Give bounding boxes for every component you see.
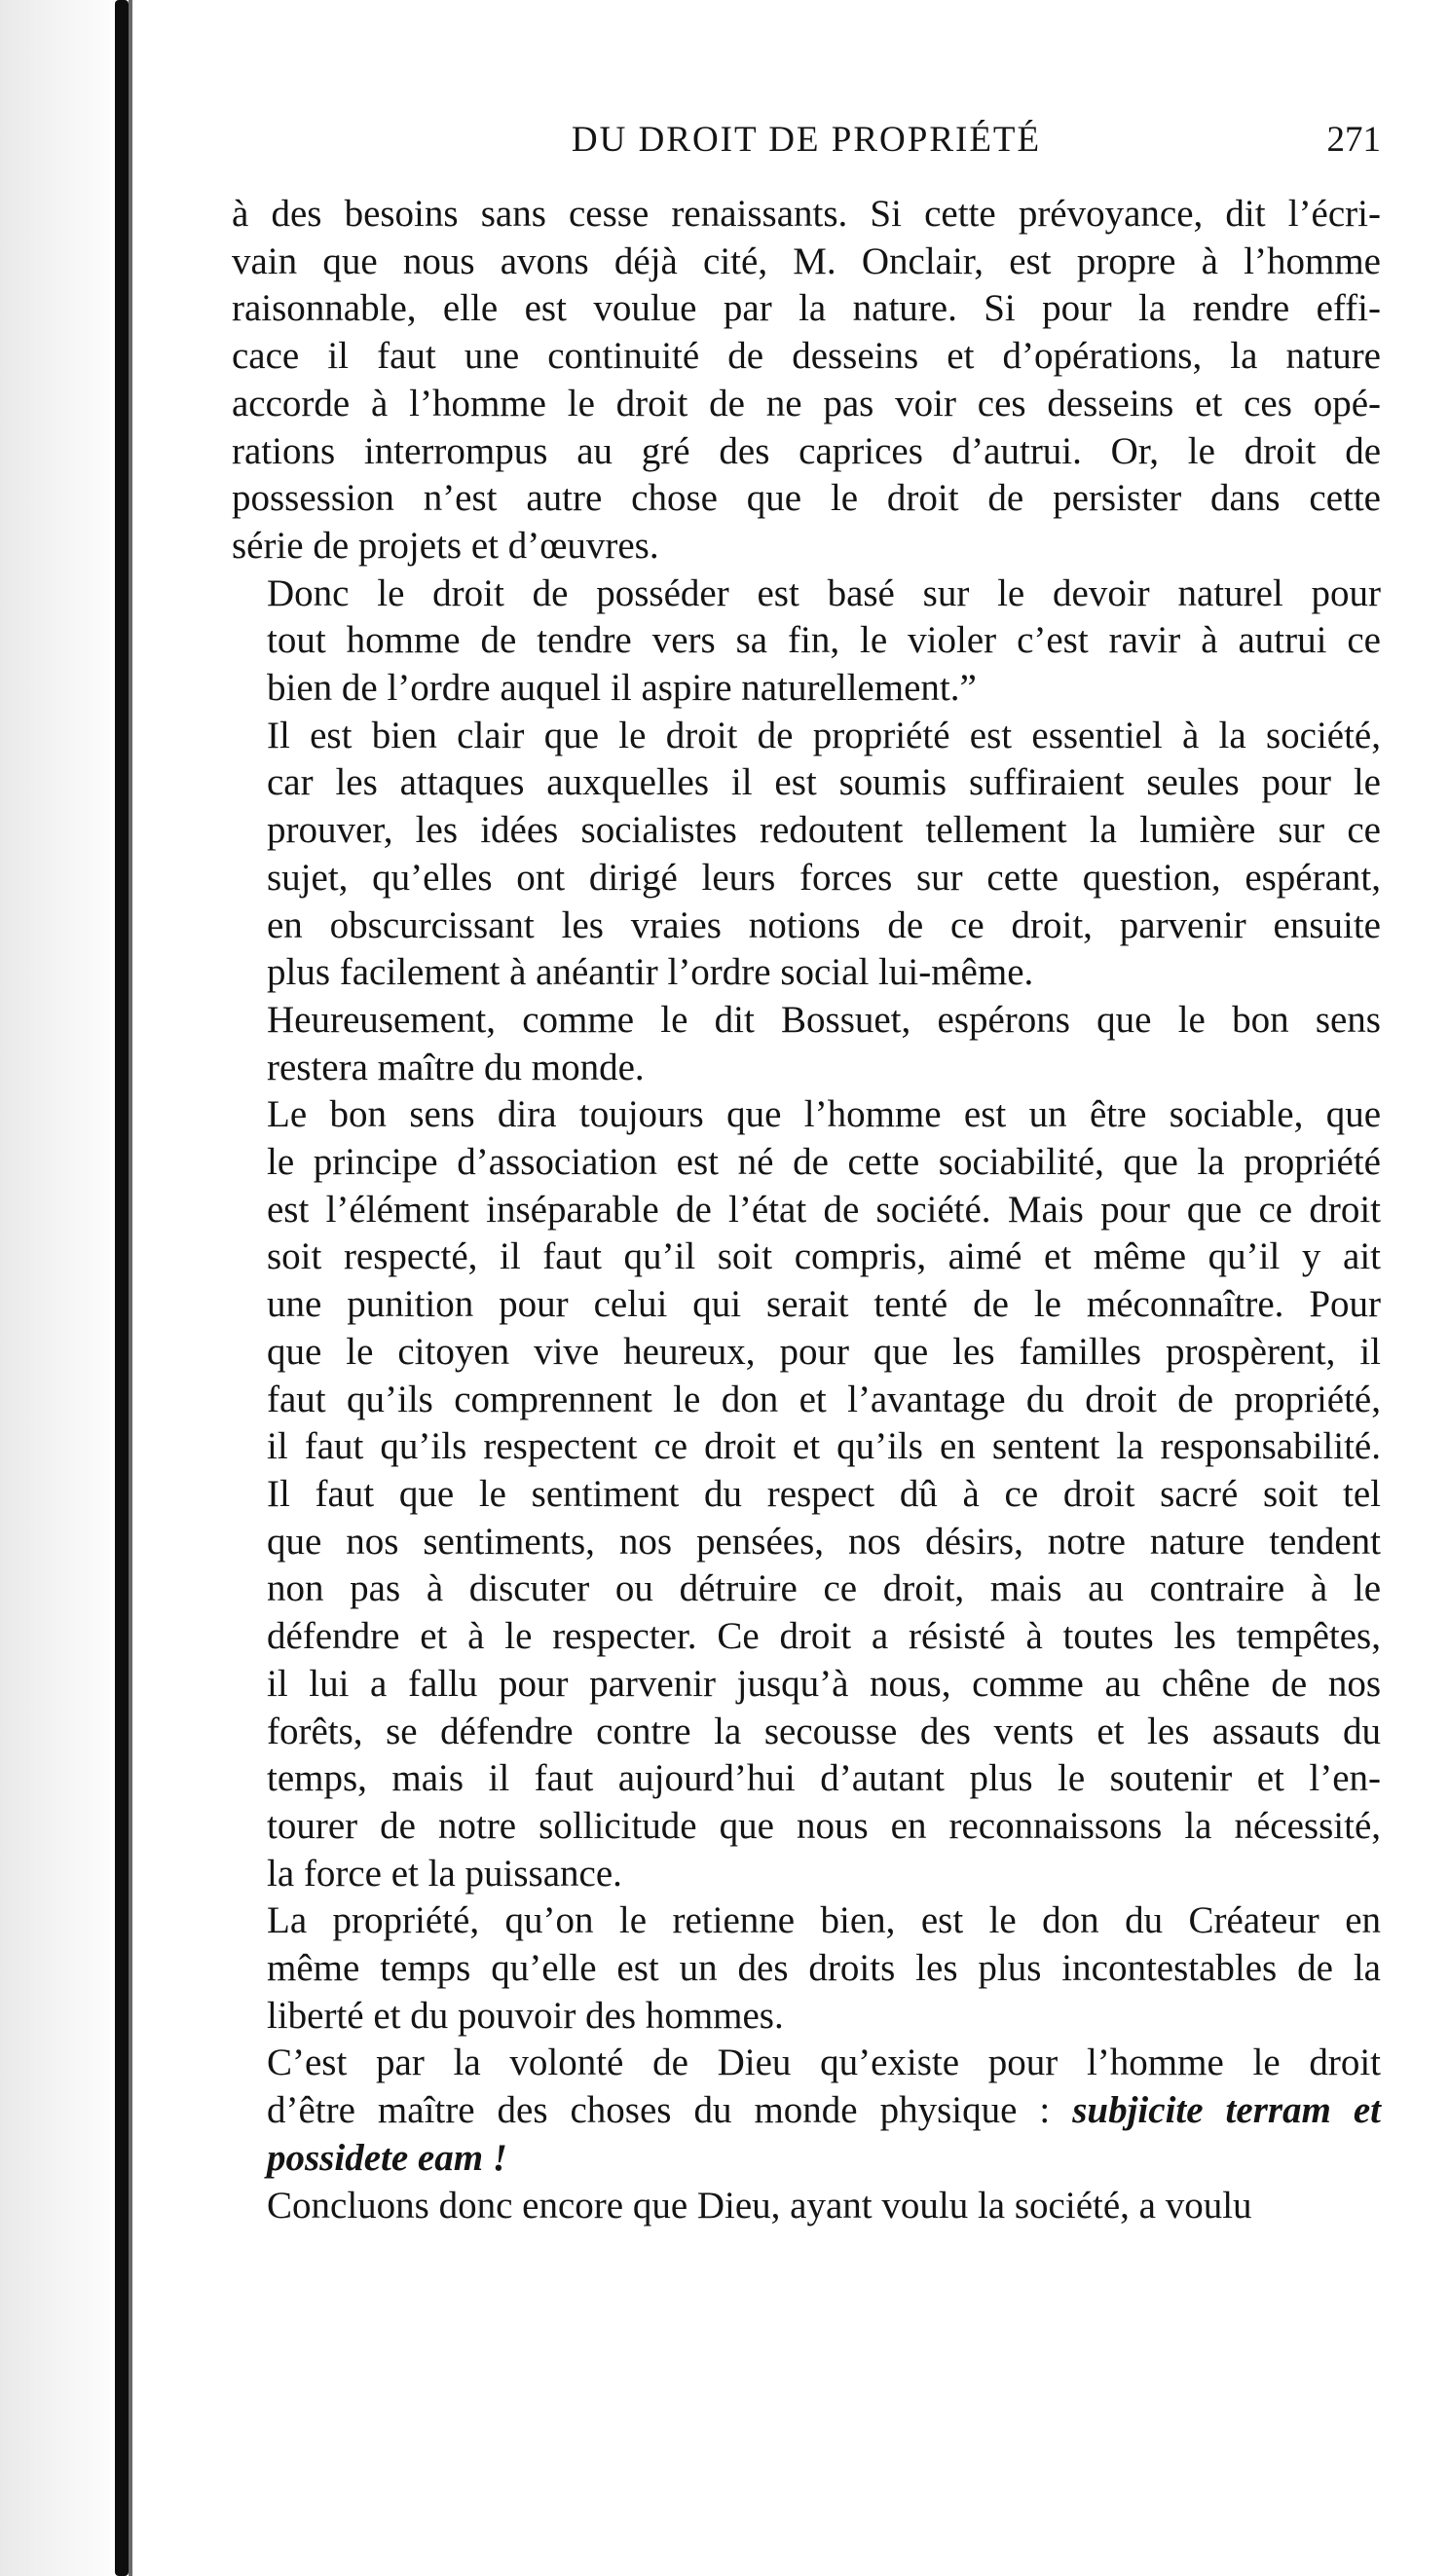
text-line: sujet, qu’elles ont dirigé leurs forces sur cette question, espérant, (267, 856, 1381, 899)
text-line: cace il faut une continuité de desseins et d’opérations, la nature (232, 335, 1381, 378)
text-line: série de projets et d’œuvres. (232, 524, 659, 567)
paragraph (232, 713, 1381, 997)
text-line: plus facilement à anéantir l’ordre social lui-même. (267, 951, 1034, 994)
text-line: défendre et à le respecter. Ce droit a résisté à toutes les tempêtes, (267, 1615, 1381, 1658)
text-line: non pas à discuter ou détruire ce droit, mais au contraire à le (267, 1567, 1381, 1610)
text-line: la force et la puissance. (267, 1852, 622, 1895)
text-line: rations interrompus au gré des caprices d’autrui. Or, le droit de (232, 429, 1381, 472)
text-line: en obscurcissant les vraies notions de ce droit, parvenir ensuite (267, 903, 1381, 946)
text-segment: d’être maître des choses du monde physique : (267, 2089, 1051, 2132)
running-head (232, 119, 1381, 173)
paragraph (232, 1471, 1381, 1897)
text-line: Concluons donc encore que Dieu, ayant voulu la société, a voulu (267, 2184, 1252, 2226)
paragraph (232, 2183, 1381, 2230)
paragraph (232, 570, 1381, 713)
paragraph (232, 997, 1381, 1091)
text-line: Heureusement, comme le dit Bossuet, espérons que le bon sens (267, 998, 1381, 1041)
text-line: il faut qu’ils respectent ce droit et qu’ils en sentent la responsabilité. (267, 1425, 1381, 1468)
text-line: vain que nous avons déjà cité, M. Onclair, est propre à l’homme (232, 239, 1381, 282)
running-title: DU DROIT DE PROPRIÉTÉ (571, 120, 1042, 160)
text-line: prouver, les idées socialistes redoutent tellement la lumière sur ce (267, 809, 1381, 852)
paragraph (232, 1897, 1381, 2040)
text-line: il lui a fallu pour parvenir jusqu’à nous, comme au chêne de nos (267, 1662, 1381, 1705)
text-line: faut qu’ils comprennent le don et l’avantage du droit de propriété, (267, 1378, 1381, 1420)
text-line: accorde à l’homme le droit de ne pas voir ces desseins et ces opé- (232, 382, 1381, 424)
body-text (232, 191, 1381, 2229)
book-spine-shadow (115, 0, 129, 2576)
text-line: même temps qu’elle est un des droits les plus incontestables de la (267, 1947, 1381, 1990)
text-line-with-latin (232, 2087, 1381, 2135)
text-line: temps, mais il faut aujourd’hui d’autant plus le soutenir et l’en- (267, 1757, 1381, 1800)
text-line: restera maître du monde. (267, 1046, 645, 1088)
text-line: Il faut que le sentiment du respect dû à ce droit sacré soit tel (267, 1472, 1381, 1515)
text-line: bien de l’ordre auquel il aspire naturellement.” (267, 667, 977, 710)
book-spine-edge (129, 0, 132, 2576)
text-line: à des besoins sans cesse renaissants. Si cette prévoyance, dit l’écri- (232, 193, 1381, 235)
text-line: tourer de notre sollicitude que nous en reconnaissons la nécessité, (267, 1804, 1381, 1847)
text-line: La propriété, qu’on le retienne bien, est le don du Créateur en (267, 1899, 1381, 1942)
text-line: raisonnable, elle est voulue par la nature. Si pour la rendre effi- (232, 287, 1381, 330)
text-line: possession n’est autre chose que le droit de persister dans cette (232, 477, 1381, 520)
paragraph (232, 1091, 1381, 1471)
text-line: une punition pour celui qui serait tenté de le méconnaître. Pour (267, 1283, 1381, 1326)
text-line: Donc le droit de posséder est basé sur le devoir naturel pour (267, 571, 1381, 614)
text-line: soit respecté, il faut qu’il soit compris, aimé et même qu’il y ait (267, 1235, 1381, 1278)
text-line: Le bon sens dira toujours que l’homme est un être sociable, que (267, 1093, 1381, 1136)
text-line: car les attaques auxquelles il est soumis suffiraient seules pour le (267, 761, 1381, 804)
text-line: que le citoyen vive heureux, pour que les familles prospèrent, il (267, 1330, 1381, 1373)
text-line: Il est bien clair que le droit de propriété est essentiel à la société, (267, 714, 1381, 756)
latin-quote: subjicite terram et (1072, 2089, 1382, 2132)
paragraph (232, 191, 1381, 570)
text-line: le principe d’association est né de cette sociabilité, que la propriété (267, 1141, 1381, 1184)
text-line: que nos sentiments, nos pensées, nos désirs, notre nature tendent (267, 1520, 1381, 1563)
text-line: forêts, se défendre contre la secousse des vents et les assauts du (267, 1710, 1381, 1752)
text-line: tout homme de tendre vers sa fin, le violer c’est ravir à autrui ce (267, 619, 1381, 662)
text-line: est l’élément inséparable de l’état de société. Mais pour que ce droit (267, 1188, 1381, 1231)
text-line: C’est par la volonté de Dieu qu’existe pour l’homme le droit (267, 2042, 1381, 2084)
latin-quote-continued: possidete eam ! (267, 2136, 507, 2179)
text-line: liberté et du pouvoir des hommes. (267, 1994, 784, 2037)
paragraph (232, 2040, 1381, 2182)
page-number: 271 (1326, 120, 1381, 160)
